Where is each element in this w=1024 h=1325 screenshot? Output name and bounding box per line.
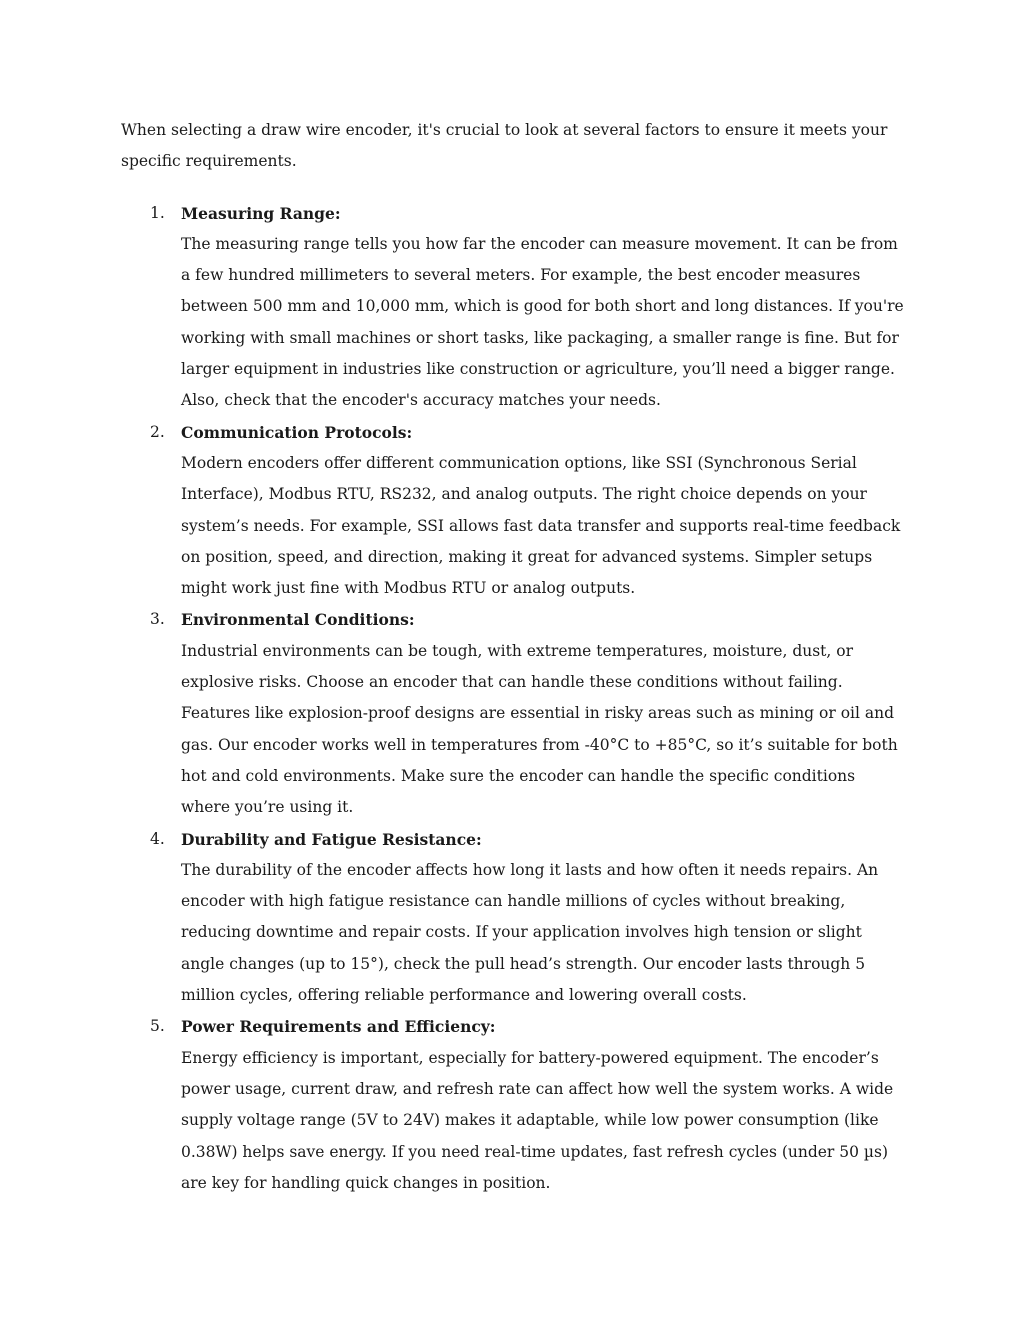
list-item [121,1011,907,1199]
list-item-heading: Power Requirements and Efficiency: [181,1017,496,1037]
list-item-number: 2. [150,422,165,441]
list-item-heading: Measuring Range: [181,203,341,223]
list-item [121,417,907,605]
intro-paragraph: When selecting a draw wire encoder, it's crucial to look at several factors to ensure it meets your specific requirements. [121,121,888,171]
list-item-number: 3. [150,610,165,629]
factor-list [121,198,907,1200]
list-item-text: Modern encoders offer different communication options, like SSI (Synchronous Serial Interface), Modbus RTU, RS232, and analog outputs. The right choice depends on your system’s needs. For example, SSI allows fast data transfer and supports real-time feedback on position, speed, and direction, making it great for advanced systems. Simpler setups might work just fine with Modbus RTU or analog outputs. [181,453,901,598]
list-item-number: 4. [150,829,165,848]
document-page [121,115,907,1199]
list-item [121,198,907,417]
list-item [121,604,907,823]
list-item-heading: Environmental Conditions: [181,610,415,630]
list-item-number: 1. [150,203,165,222]
list-item [121,824,907,1012]
list-item-text: Energy efficiency is important, especially for battery-powered equipment. The encoder’s power usage, current draw, and refresh rate can affect how well the system works. A wide supply voltage range (5V to 24V) makes it adaptable, while low power consumption (like 0.38W) helps save energy. If you need real-time updates, fast refresh cycles (under 50 µs) are key for handling quick changes in position. [181,1048,894,1192]
list-item-number: 5. [150,1017,165,1036]
list-item-text: The durability of the encoder affects how long it lasts and how often it needs repairs. An encoder with high fatigue resistance can handle millions of cycles without breaking, reducing downtime and repair costs. If your application involves high tension or slight angle changes (up to 15°), check the pull head’s strength. Our encoder lasts through 5 million cycles, offering reliable performance and lowering overall costs. [181,860,879,1005]
list-item-text: The measuring range tells you how far the encoder can measure movement. It can be from a few hundred millimeters to several meters. For example, the best encoder measures between 500 mm and 10,000 mm, which is good for both short and long distances. If you're working with small machines or short tasks, like packaging, a smaller range is fine. But for larger equipment in industries like construction or agriculture, you’ll need a bigger range. Also, check that the encoder's accuracy matches your needs. [181,234,904,410]
list-item-text: Industrial environments can be tough, with extreme temperatures, moisture, dust, or explosive risks. Choose an encoder that can handle these conditions without failing. Features like explosion-proof designs are essential in risky areas such as mining or oil and gas. Our encoder works well in temperatures from -40°C to +85°C, so it’s suitable for both hot and cold environments. Make sure the encoder can handle the specific conditions where you’re using it. [181,641,898,817]
list-item-heading: Communication Protocols: [181,422,413,442]
list-item-heading: Durability and Fatigue Resistance: [181,829,482,849]
